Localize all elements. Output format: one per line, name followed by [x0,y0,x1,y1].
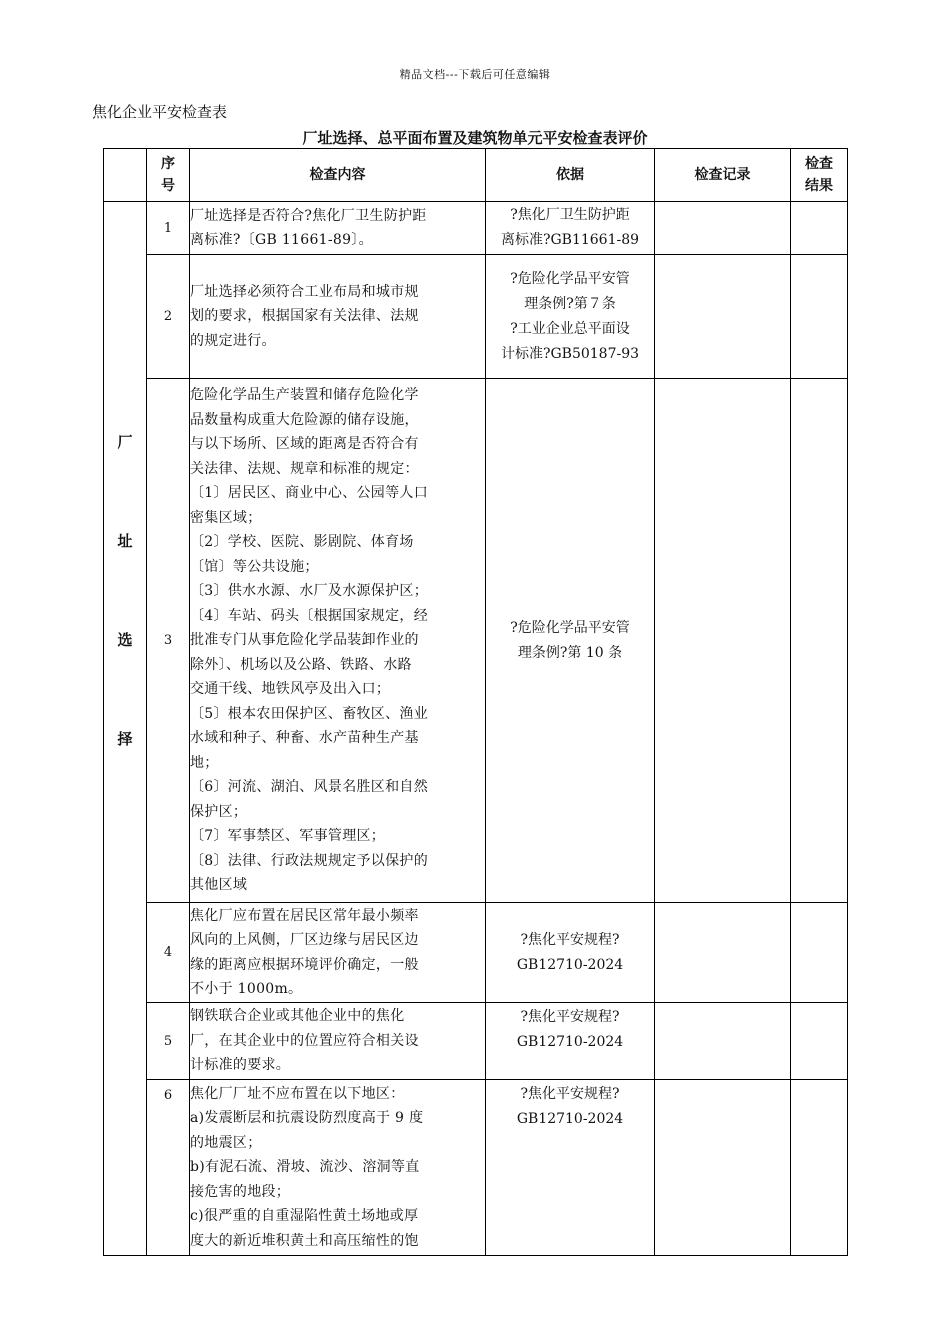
result-cell[interactable] [791,1003,848,1080]
content-header: 检查内容 [190,149,486,202]
basis-cell: ?焦化平安规程? GB12710-2024 [486,903,655,1003]
category-header [104,149,147,202]
table-row [104,903,848,1003]
record-cell[interactable] [655,1003,791,1080]
table-title: 厂址选择、总平面布置及建筑物单元平安检查表评价 [302,129,648,147]
result-cell[interactable] [791,379,848,903]
inspection-table [103,148,848,1256]
table-row [104,255,848,379]
result-cell[interactable] [791,1080,848,1256]
table-row [104,379,848,903]
basis-cell: ?危险化学品平安管 理条例?第 10 条 [486,379,655,903]
table-row [104,1003,848,1080]
record-cell[interactable] [655,379,791,903]
category-cell: 厂 址 选 择 [104,202,147,1256]
result-cell[interactable] [791,255,848,379]
record-header: 检查记录 [655,149,791,202]
result-cell[interactable] [791,903,848,1003]
record-cell[interactable] [655,1080,791,1256]
basis-header: 依据 [486,149,655,202]
seq-cell: 2 [147,255,190,379]
content-cell: 焦化厂应布置在居民区常年最小频率 风向的上风侧，厂区边缘与居民区边 缘的距离应根据环境评价确定，一般 不小于 1000m。 [190,903,486,1003]
seq-cell: 1 [147,202,190,255]
document-title: 焦化企业平安检查表 [92,103,228,121]
result-cell[interactable] [791,202,848,255]
table-row [104,202,848,255]
seq-cell: 4 [147,903,190,1003]
record-cell[interactable] [655,202,791,255]
record-cell[interactable] [655,255,791,379]
content-cell: 厂址选择必须符合工业布局和城市规 划的要求，根据国家有关法律、法规 的规定进行。 [190,255,486,379]
content-cell: 焦化厂厂址不应布置在以下地区： a)发震断层和抗震设防烈度高于 9 度 的地震区； b)有泥石流、滑坡、流沙、溶洞等直 接危害的地段； c)很严重的自重湿陷性黄土场地或厚 度大的新近堆积黄土和高压缩性的饱 [190,1080,486,1256]
content-cell: 危险化学品生产装置和储存危险化学 品数量构成重大危险源的储存设施， 与以下场所、区域的距离是否符合有 关法律、法规、规章和标准的规定： 〔1〕居民区、商业中心、公园等人口 密集区域； 〔2〕学校、医院、影剧院、体育场 〔馆〕等公共设施； 〔3〕供水水源、水厂及水源保护区； 〔4〕车站、码头〔根据国家规定，经 批准专门从事危险化学品装卸作业的 除外〕、机场以及公路、铁路、水路 交通干线、地铁风亭及出入口； 〔5〕根本农田保护区、畜牧区、渔业 水域和种子、种畜、水产苗种生产基 地； 〔6〕河流、湖泊、风景名胜区和自然 保护区； 〔7〕军事禁区、军事管理区； 〔8〕法律、行政法规规定予以保护的 其他区域 [190,379,486,903]
seq-cell: 3 [147,379,190,903]
result-header: 检查 结果 [791,149,848,202]
seq-header: 序 号 [147,149,190,202]
content-cell: 钢铁联合企业或其他企业中的焦化 厂，在其企业中的位置应符合相关设 计标准的要求。 [190,1003,486,1080]
basis-cell: ?焦化平安规程? GB12710-2024 [486,1003,655,1080]
seq-cell: 6 [147,1080,190,1256]
basis-cell: ?焦化厂卫生防护距 离标准?GB11661-89 [486,202,655,255]
record-cell[interactable] [655,903,791,1003]
table-row [104,1080,848,1256]
page-header-note: 精品文档---下载后可任意编辑 [399,68,551,81]
basis-cell: ?焦化平安规程? GB12710-2024 [486,1080,655,1256]
content-cell: 厂址选择是否符合?焦化厂卫生防护距 离标准?〔GB 11661-89〕。 [190,202,486,255]
seq-cell: 5 [147,1003,190,1080]
table-header-row [104,149,848,202]
basis-cell: ?危险化学品平安管 理条例?第７条 ?工业企业总平面设 计标准?GB50187-93 [486,255,655,379]
